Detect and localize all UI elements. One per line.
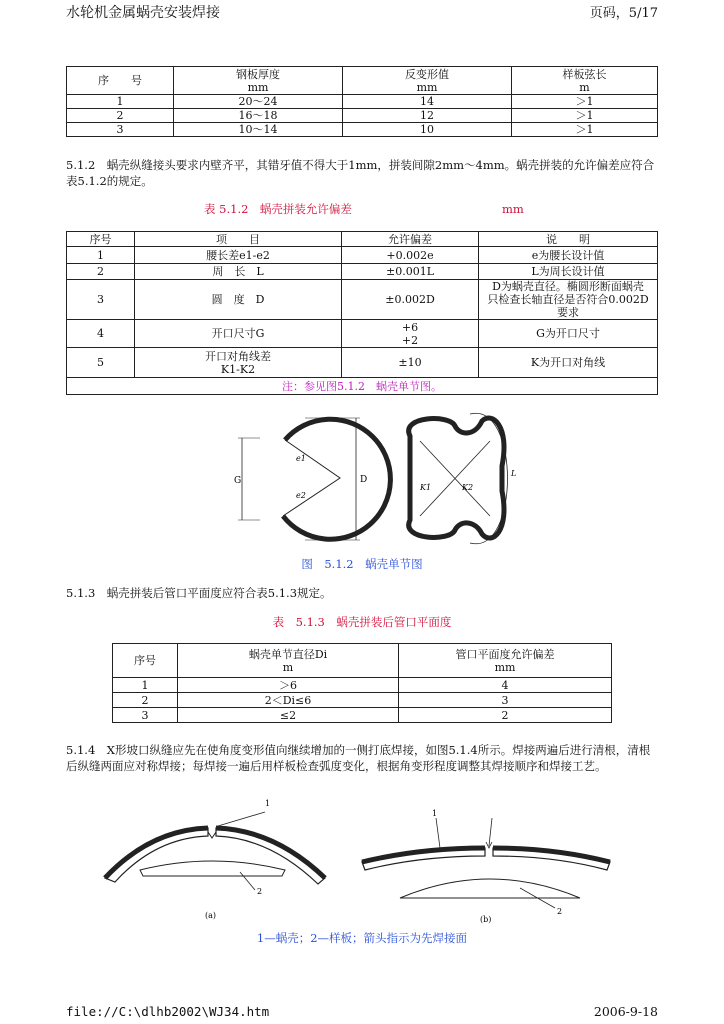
table-row: 3 ≤2 2 (113, 708, 612, 723)
figure-a (105, 812, 325, 890)
label-g: G (234, 476, 242, 486)
figure-b (362, 818, 610, 908)
label-k2: K2 (462, 483, 474, 492)
label-l: L (511, 469, 517, 478)
volute-cross-section-circle (238, 418, 390, 540)
figure-5-1-2 (220, 406, 520, 551)
figure-b-label: (b) (480, 915, 492, 924)
table-deformation (66, 66, 658, 137)
table-header-row (67, 67, 658, 95)
table-row: 5 开口对角线差 K1-K2 ±10 K为开口对角线 (67, 348, 658, 378)
paragraph-5-1-4: 5.1.4 X形坡口纵缝应先在使角度变形值向继续增加的一侧打底焊接，如图5.1.4所示。焊接两遍后进行清根，清根后纵缝两面应对称焊接；每焊接一遍后用样板检查弧度变化，根据角变形程度调整其焊接顺序和焊接工艺。 (66, 743, 651, 773)
table-header-row: 序号 蜗壳单节直径Di m 管口平面度允许偏差 mm (113, 644, 612, 678)
table-5-1-2-title: 表 5.1.2 蜗壳拼装允许偏差 (204, 202, 352, 216)
col-header: 反变形值 mm (343, 67, 512, 95)
table-row: 2 16～18 12 ＞1 (67, 109, 658, 123)
paragraph-5-1-2: 5.1.2 蜗壳纵缝接头要求内壁齐平，其错牙值不得大于1mm，拼装间隙2mm～4mm。蜗壳拼装的允许偏差应符合表5.1.2的规定。 (66, 158, 655, 188)
label-e1: e1 (296, 454, 306, 463)
figure-b-callout-1: 1 (432, 809, 438, 818)
table-5-1-2 (66, 231, 658, 395)
table-5-1-3 (112, 643, 612, 723)
table-row: 2 2＜Di≤6 3 (113, 693, 612, 708)
table-row: 3 10～14 10 ＞1 (67, 123, 658, 137)
figure-a-callout-2: 2 (257, 887, 263, 896)
page-number: 页码，5/17 (589, 6, 658, 21)
col-header: 样板弦长 m (512, 67, 658, 95)
table-row: 1 腰长差e1-e2 +0.002e e为腰长设计值 (67, 247, 658, 264)
table-header-row: 序号 项 目 允许偏差 说 明 (67, 232, 658, 247)
table-5-1-3-title: 表 5.1.3 蜗壳拼装后管口平面度 (272, 615, 452, 629)
table-row: 1 ＞6 4 (113, 678, 612, 693)
table-note: 注：参见图5.1.2 蜗壳单节图。 (67, 378, 658, 395)
table-row: 1 20～24 14 ＞1 (67, 95, 658, 109)
figure-b-callout-2: 2 (557, 907, 563, 916)
figure-a-callout-1: 1 (265, 799, 271, 808)
table-5-1-2-unit: mm (502, 202, 524, 216)
label-k1: K1 (420, 483, 432, 492)
volute-cross-section-ellipse (409, 413, 508, 544)
label-e2: e2 (296, 491, 306, 500)
table-row: 3 圆 度 D ±0.002D D为蜗壳直径。椭圆形断面蜗壳只检查长轴直径是否符合0.002D要求 (67, 280, 658, 320)
figure-5-1-4-caption: 1—蜗壳；2—样板；箭头指示为先焊接面 (256, 931, 468, 945)
col-header: 序 号 (67, 67, 174, 95)
table-row: 4 开口尺寸G +6 +2 G为开口尺寸 (67, 320, 658, 348)
label-d: D (360, 475, 368, 485)
col-header: 钢板厚度 mm (174, 67, 343, 95)
print-date: 2006-9-18 (593, 1004, 658, 1019)
figure-5-1-2-caption: 图 5.1.2 蜗壳单节图 (301, 557, 423, 571)
table-note-row (67, 378, 658, 395)
figure-a-label: (a) (205, 911, 217, 920)
file-path: file://C:\dlhb2002\WJ34.htm (66, 1004, 270, 1019)
paragraph-5-1-3: 5.1.3 蜗壳拼装后管口平面度应符合表5.1.3规定。 (66, 586, 332, 600)
table-row: 2 周 长 L ±0.001L L为周长设计值 (67, 264, 658, 280)
document-title: 水轮机金属蜗壳安装焊接 (66, 5, 220, 21)
figure-5-1-4 (100, 790, 620, 925)
